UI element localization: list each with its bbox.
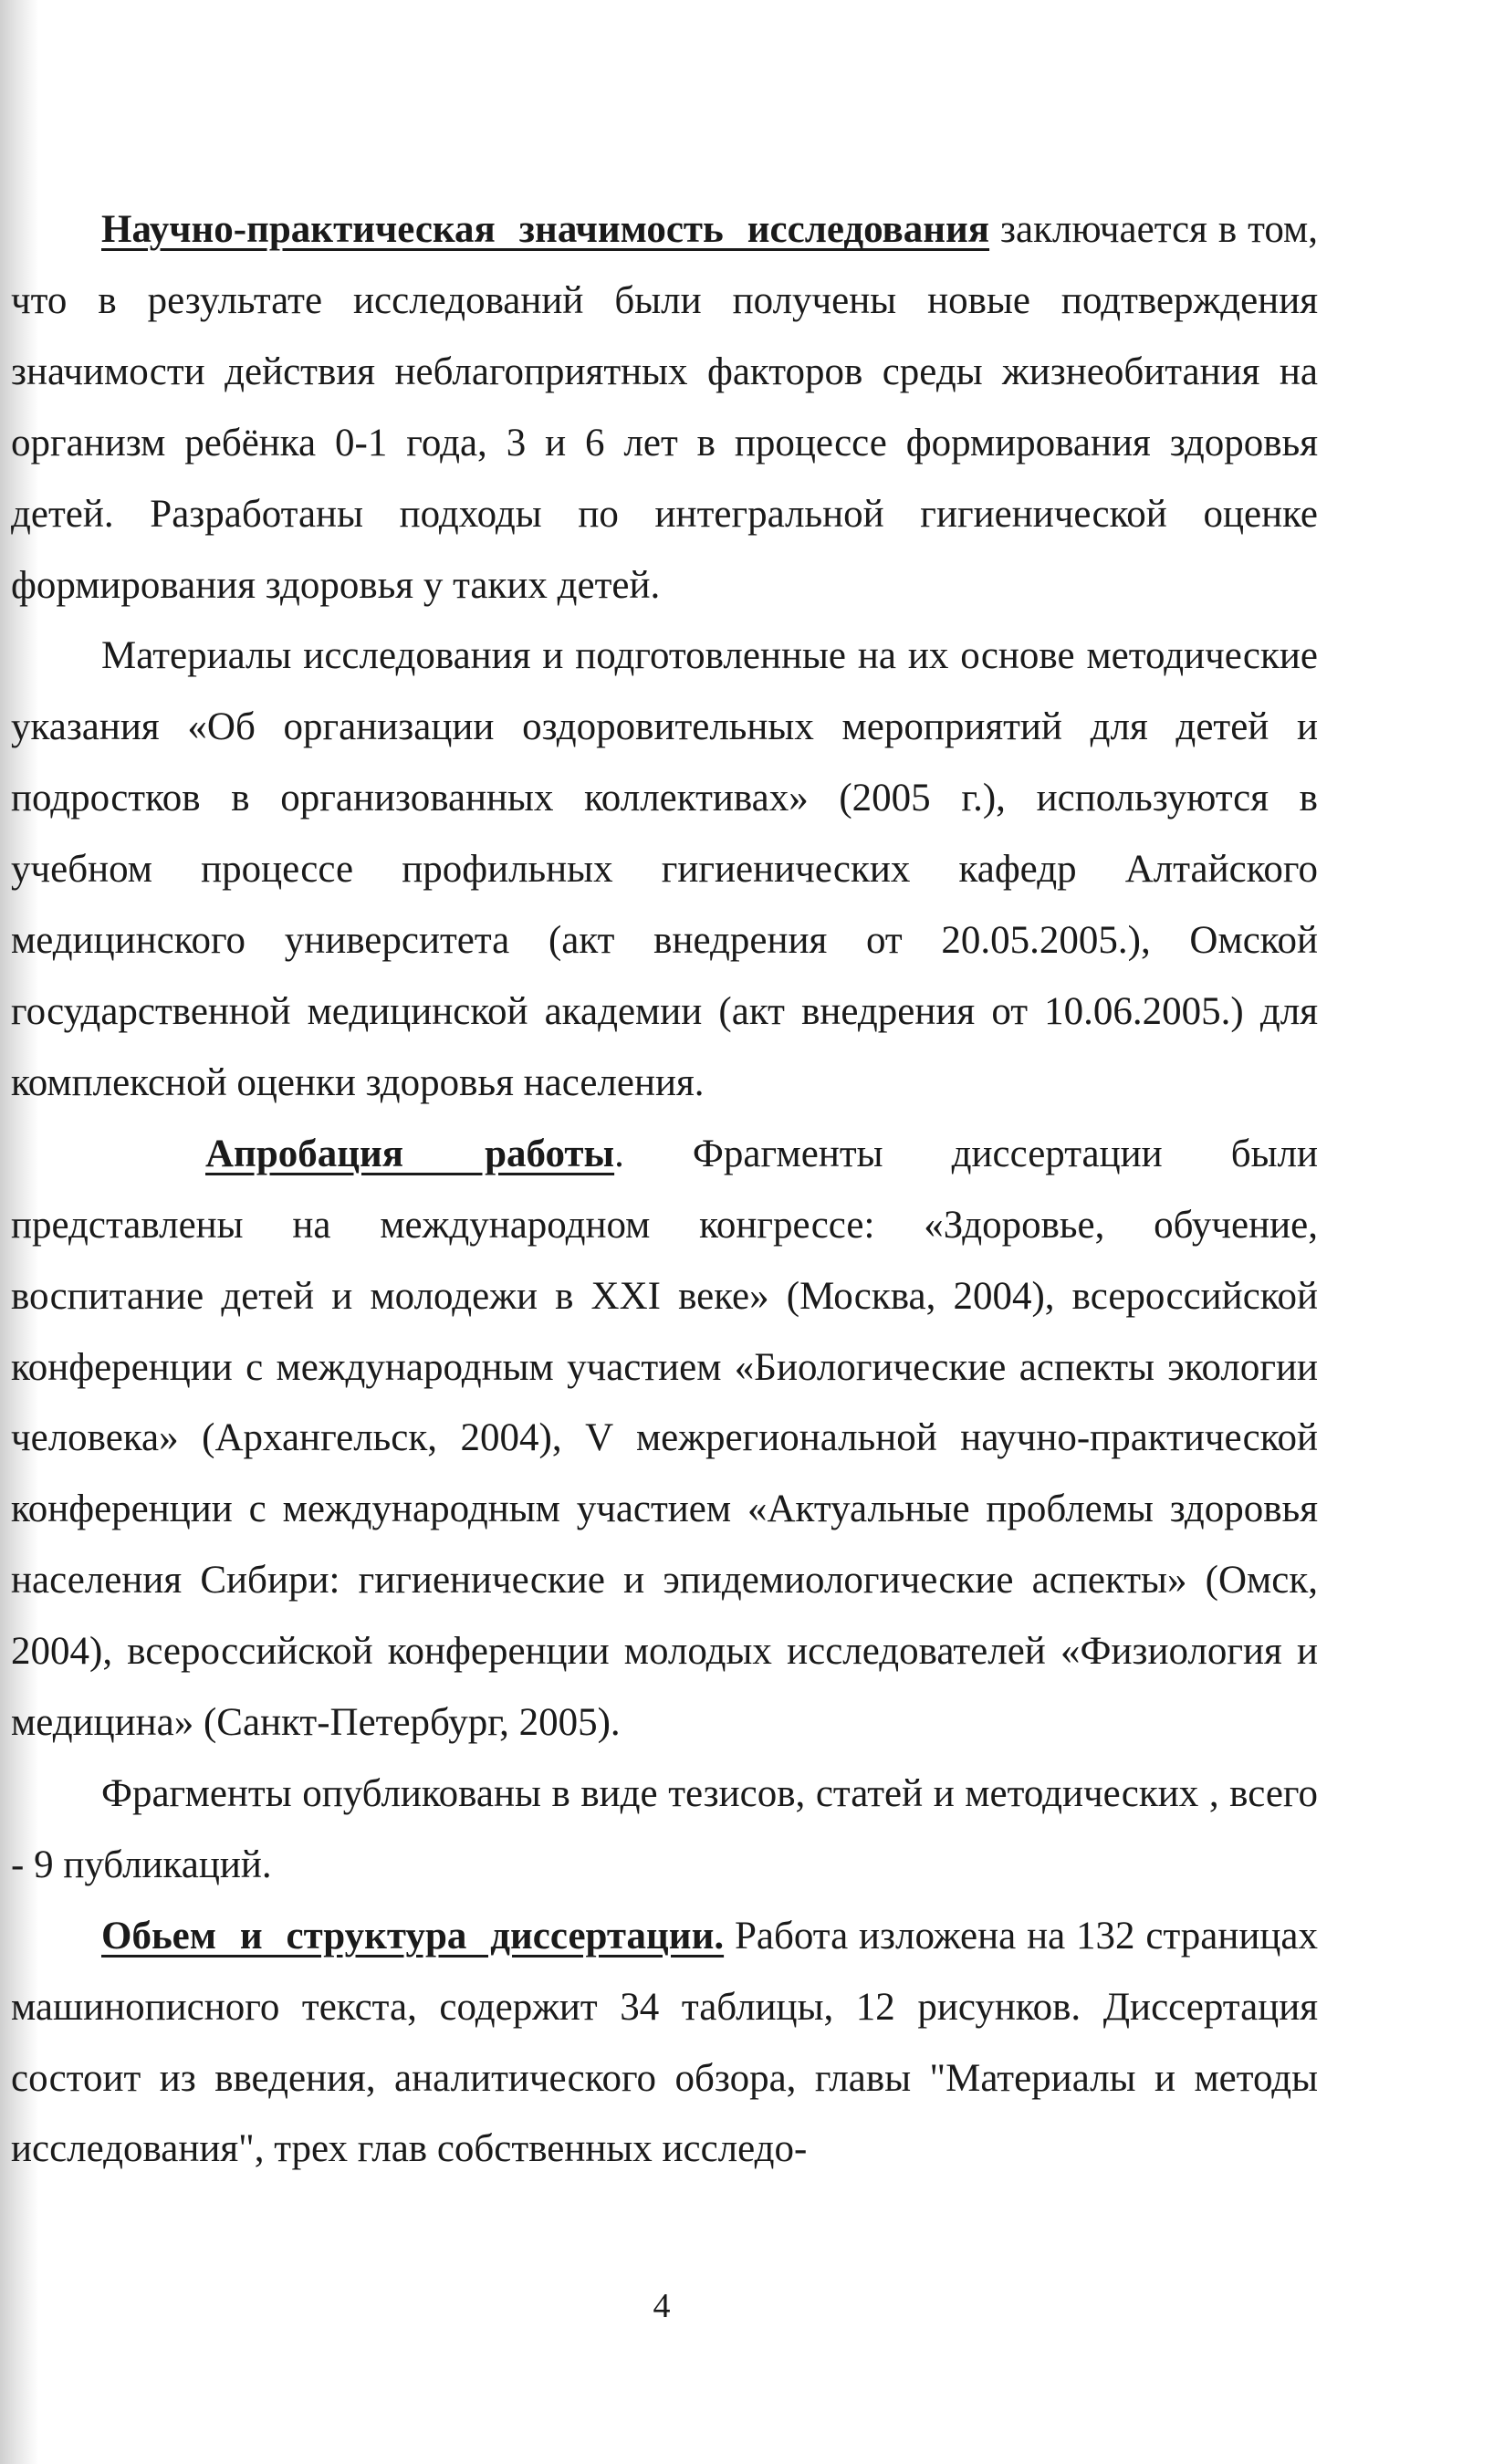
significance-heading: Научно-практическая значимость исследования bbox=[101, 208, 990, 251]
materials-text: Материалы исследования и подготовленные на их основе методические указания «Об организации оздоровительных мероприятий для детей и подростков в организованных коллективах» (2005 г.), используются в учебном процессе профильных гигиенических кафедр Алтайского медицинского университета (акт внедрения от 20.05.2005.), Омской государственной медицинской академии (акт внедрения от 10.06.2005.) для комплексной оценки здоровья населения. bbox=[11, 634, 1318, 1104]
significance-paragraph bbox=[11, 194, 1318, 621]
materials-paragraph bbox=[11, 621, 1318, 1118]
structure-text: Работа изложена на 132 страницах машинописного текста, содержит 34 таблицы, 12 рисунков. Диссертация состоит из введения, аналитического обзора, главы "Материалы и методы исследования", трех глав собственных исследо- bbox=[11, 1914, 1318, 2171]
structure-paragraph bbox=[11, 1901, 1318, 2186]
page-number: 4 bbox=[653, 2287, 671, 2325]
page-body bbox=[11, 194, 1318, 2185]
approbation-text: . Фрагменты диссертации были представлены на международном конгрессе: «Здоровье, обучение, воспитание детей и молодежи в XXI веке» (Москва, 2004), всероссийской конференции с международным участием «Биологические аспекты экологии человека» (Архангельск, 2004), V межрегиональной научно-практической конференции с международным участием «Актуальные проблемы здоровья населения Сибири: гигиенические и эпидемиологические аспекты» (Омск, 2004), всероссийской конференции молодых исследователей «Физиология и медицина» (Санкт-Петербург, 2005). bbox=[11, 1132, 1318, 1745]
approbation-heading: Апробация работы bbox=[205, 1132, 615, 1175]
publications-text: Фрагменты опубликованы в виде тезисов, статей и методических , всего - 9 публикаций. bbox=[11, 1771, 1318, 1886]
significance-text: заключается в том, что в результате исследований были получены новые подтверждения значимости действия неблагоприятных факторов среды жизнеобитания на организм ребёнка 0-1 года, 3 и 6 лет в процессе формирования здоровья детей. Разработаны подходы по интегральной гигиенической оценке формирования здоровья у таких детей. bbox=[11, 208, 1318, 607]
publications-paragraph bbox=[11, 1759, 1318, 1901]
structure-heading: Обьем и структура диссертации. bbox=[101, 1914, 725, 1958]
approbation-paragraph bbox=[11, 1119, 1318, 1759]
